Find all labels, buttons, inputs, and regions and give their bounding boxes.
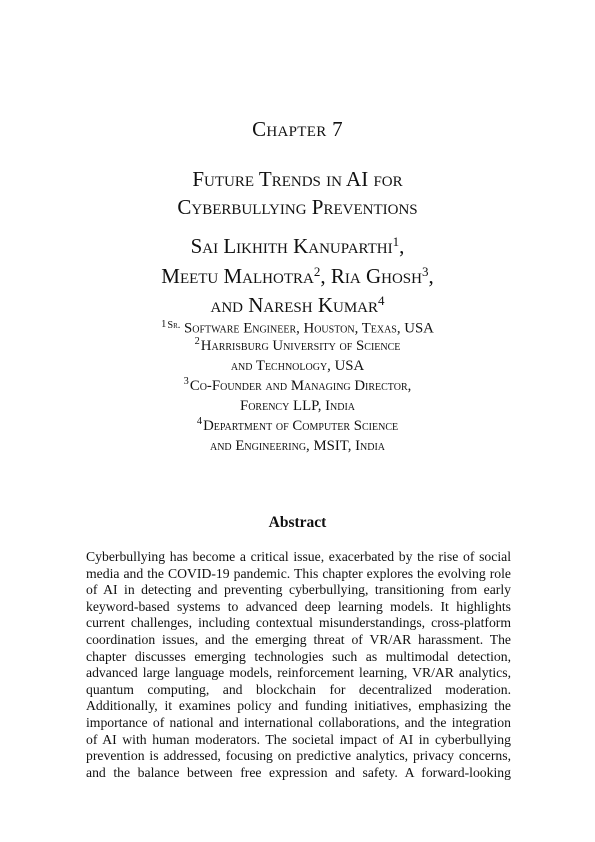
author-superscript: 2 xyxy=(313,263,321,279)
affiliation-text: Harrisburg University of Science xyxy=(200,338,401,354)
affiliation-line xyxy=(0,336,595,356)
author-name: Sai Likhith Kanuparthi xyxy=(190,234,393,258)
affiliation-line: and Engineering, MSIT, India xyxy=(209,438,386,454)
affiliation-superscript: 1 xyxy=(161,318,167,330)
affiliation-line xyxy=(0,376,595,396)
abstract-line: current challenges, including contextual misunderstandings, cross-platform xyxy=(86,615,511,631)
affiliation-superscript: 3 xyxy=(183,376,189,388)
author-list xyxy=(0,232,595,321)
author-superscript: 4 xyxy=(378,292,385,308)
affiliation-superscript: 4 xyxy=(196,416,203,428)
author-name: Meetu Malhotra xyxy=(161,263,314,288)
abstract-line: Additionally, it examines policy and funding initiatives, emphasizing the xyxy=(86,698,511,714)
abstract-line: coordination issues, and the emerging threat of VR/AR harassment. The xyxy=(86,631,511,647)
abstract-line: Cyberbullying has become a critical issue, exacerbated by the rise of social xyxy=(86,549,511,564)
abstract-body xyxy=(86,549,511,781)
affiliation-list xyxy=(0,316,595,456)
chapter-title xyxy=(0,165,595,221)
separator: , xyxy=(320,263,331,288)
abstract-heading: Abstract xyxy=(268,514,327,531)
affiliation-line: Forency LLP, India xyxy=(239,398,356,414)
author-line xyxy=(0,232,595,262)
separator: , xyxy=(428,263,434,288)
affiliation-line xyxy=(0,316,595,336)
affiliation-text: Software Engineer, Houston, Texas, USA xyxy=(184,320,434,337)
abstract-line: chapter discusses emerging technologies such as multimodal detection, xyxy=(86,648,511,664)
author-name: Naresh Kumar xyxy=(248,293,378,317)
author-name: Ria Ghosh xyxy=(330,263,422,288)
abstract-line: advanced large language models, reinforcement learning, VR/AR analytics, xyxy=(86,665,511,681)
affiliation-prefix: Sr. xyxy=(167,320,181,331)
author-superscript: 1 xyxy=(392,233,400,249)
affiliation-superscript: 2 xyxy=(194,336,200,348)
author-line xyxy=(0,262,595,292)
abstract-line: of AI with human moderators. The societal impact of AI in cyberbullying xyxy=(86,731,511,747)
author-superscript: 3 xyxy=(421,263,429,279)
affiliation-line xyxy=(0,416,595,436)
abstract-line: media and the COVID-19 pandemic. This chapter explores the evolving role xyxy=(86,565,511,581)
affiliation-text: Department of Computer Science xyxy=(203,418,399,434)
separator: , xyxy=(399,234,405,258)
abstract-line: quantum computing, and blockchain for decentralized moderation. xyxy=(86,681,511,697)
affiliation-text: Co-Founder and Managing Director, xyxy=(189,378,412,394)
separator: and xyxy=(210,293,249,317)
abstract-line: and the balance between free expression and safety. A forward-looking xyxy=(86,764,511,780)
chapter-title-line: Cyberbullying Preventions xyxy=(177,195,418,219)
chapter-title-line: Future Trends in AI for xyxy=(192,167,403,191)
abstract-line: of AI in detecting and preventing cyberbullying, transitioning from early xyxy=(86,582,511,598)
abstract-line: keyword-based systems to advanced deep learning models. It highlights xyxy=(86,598,511,614)
affiliation-line: and Technology, USA xyxy=(230,358,365,374)
abstract-line: importance of national and international collaborations, and the integration xyxy=(86,714,511,730)
abstract-line: prevention is addressed, focusing on predictive analytics, privacy concerns, xyxy=(86,748,511,764)
chapter-label: Chapter 7 xyxy=(252,117,343,141)
